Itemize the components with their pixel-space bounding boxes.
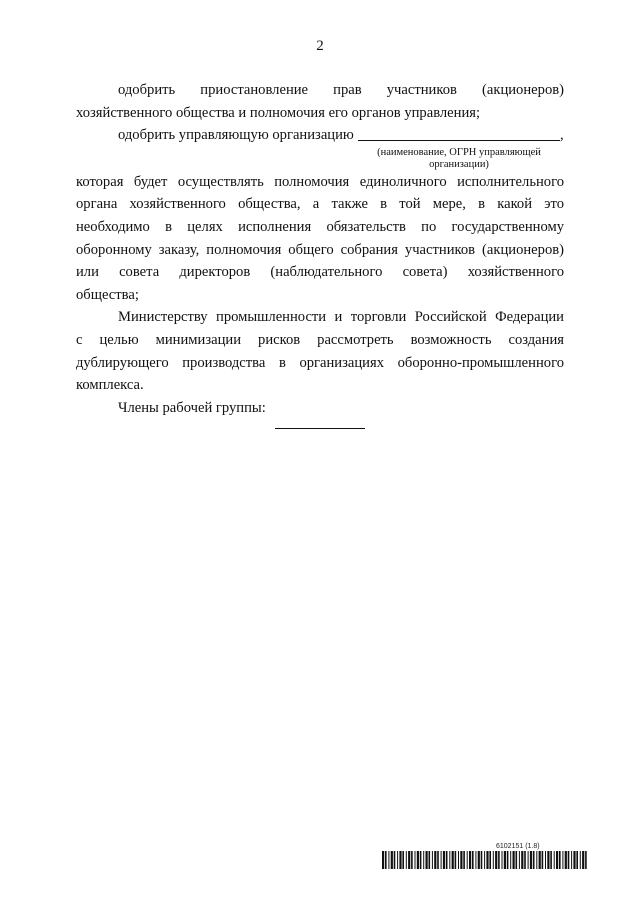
barcode-image: [382, 851, 590, 869]
blank-hint: [354, 147, 564, 171]
paragraph-line: общества;: [76, 286, 139, 303]
paragraph-line: комплекса.: [76, 377, 144, 394]
approve-management-org-line: [76, 124, 564, 147]
blank-hint-line: организации): [429, 158, 489, 170]
paragraph-line: хозяйственного общества и полномочия его органов управления;: [76, 104, 481, 121]
working-group-members-label: Члены рабочей группы:: [118, 399, 266, 416]
page-number: 2: [316, 38, 324, 54]
paragraph-line: необходимо в целях исполнения обязательств по государственному: [76, 218, 564, 235]
paragraph-line: или совета директоров (наблюдательного совета) хозяйственного: [76, 264, 564, 281]
paragraph-line: оборонному заказу, полномочия общего собрания участников (акционеров): [76, 241, 564, 258]
paragraph-ministry: [76, 306, 564, 396]
approve-management-org-text: одобрить управляющую организацию: [118, 127, 354, 144]
closing-divider: [275, 428, 365, 429]
paragraph-management-powers: [76, 171, 564, 307]
paragraph-line: с целью минимизации рисков рассмотреть возможность создания: [76, 331, 564, 348]
paragraph-line: одобрить приостановление прав участников (акционеров): [118, 82, 564, 98]
paragraph-line: органа хозяйственного общества, а также в той мере, в какой это: [76, 196, 564, 213]
document-body: [76, 79, 564, 419]
fill-in-blank: [358, 140, 560, 141]
paragraph-line: Министерству промышленности и торговли Российской Федерации: [118, 309, 564, 326]
blank-comma: ,: [560, 127, 564, 144]
document-code: 6102151 (1.8): [496, 843, 540, 850]
paragraph-line: дублирующего производства в организациях оборонно-промышленного: [76, 354, 564, 371]
paragraph-suspend-rights: [76, 79, 564, 124]
paragraph-line: которая будет осуществлять полномочия единоличного исполнительного: [76, 173, 564, 190]
blank-hint-line: (наименование, ОГРН управляющей: [377, 146, 541, 158]
